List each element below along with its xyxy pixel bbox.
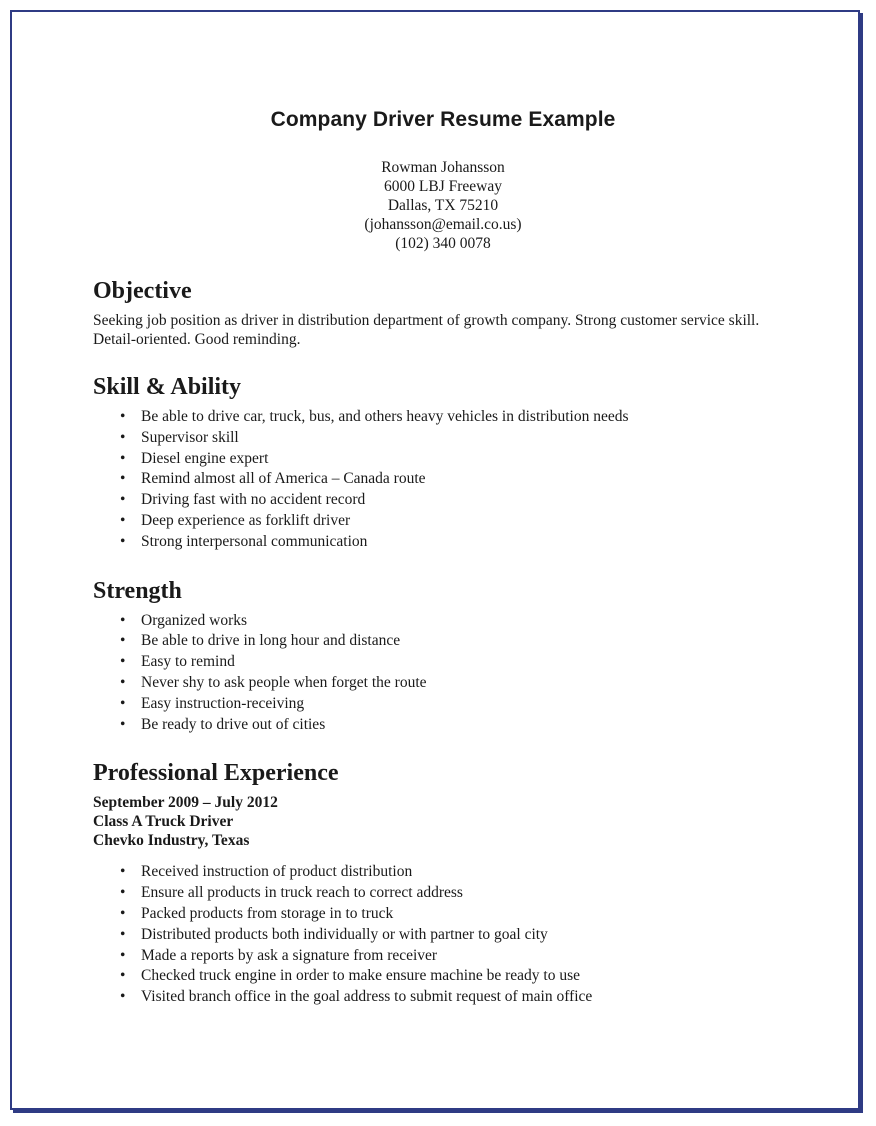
bullet-icon: • — [120, 408, 126, 425]
objective-text: Seeking job position as driver in distribution department of growth company. Strong customer service skill. Detail-oriented. Good reminding. — [93, 312, 760, 348]
contact-email: (johansson@email.co.us) — [364, 216, 522, 233]
bullet-icon: • — [120, 470, 126, 488]
list-item — [93, 449, 793, 470]
bullet-icon: • — [120, 946, 126, 964]
list-item-text: Distributed products both individually or with partner to goal city — [141, 925, 548, 943]
list-item-text: Supervisor skill — [141, 428, 239, 446]
list-item-text: Made a reports by ask a signature from receiver — [141, 946, 438, 964]
bullet-icon: • — [120, 491, 126, 509]
bullet-icon: • — [120, 632, 126, 650]
list-item — [93, 652, 793, 673]
list-item-text: Remind almost all of America – Canada route — [141, 470, 426, 488]
list-item — [93, 673, 793, 694]
list-item-text: Ensure all products in truck reach to correct address — [141, 884, 463, 902]
list-item — [93, 862, 793, 883]
job-company: Chevko Industry, Texas — [93, 832, 250, 850]
document-title: Company Driver Resume Example — [270, 108, 616, 131]
list-item — [93, 428, 793, 449]
bullet-icon: • — [120, 653, 126, 671]
list-item-text: Be able to drive car, truck, bus, and others heavy vehicles in distribution needs — [141, 408, 629, 425]
list-item — [93, 611, 793, 632]
skills-heading: Skill & Ability — [93, 374, 242, 400]
list-item — [93, 925, 793, 946]
contact-city: Dallas, TX 75210 — [387, 197, 499, 214]
strength-section — [93, 577, 793, 736]
bullet-icon: • — [120, 884, 126, 902]
list-item — [93, 946, 793, 967]
list-item-text: Deep experience as forklift driver — [141, 511, 351, 529]
list-item-text: Easy instruction-receiving — [141, 694, 305, 712]
list-item — [93, 987, 793, 1008]
skills-section — [93, 373, 793, 553]
list-item — [93, 511, 793, 532]
bullet-icon: • — [120, 611, 126, 629]
contact-phone: (102) 340 0078 — [395, 235, 491, 252]
list-item — [93, 407, 793, 428]
strength-list — [93, 611, 793, 736]
list-item-text: Be able to drive in long hour and distance — [141, 632, 401, 650]
strength-heading: Strength — [93, 577, 182, 604]
experience-heading: Professional Experience — [93, 760, 339, 787]
document-page — [10, 10, 860, 1110]
experience-section — [93, 759, 793, 1008]
list-item-text: Organized works — [141, 611, 248, 629]
list-item — [93, 631, 793, 652]
job-period: September 2009 – July 2012 — [93, 794, 278, 812]
list-item-text: Strong interpersonal communication — [141, 532, 368, 550]
experience-list — [93, 862, 793, 1008]
list-item-text: Packed products from storage in to truck — [141, 904, 394, 922]
bullet-icon: • — [120, 863, 126, 881]
list-item — [93, 904, 793, 925]
objective-section — [93, 277, 793, 349]
list-item-text: Received instruction of product distribution — [141, 863, 413, 881]
list-item-text: Easy to remind — [141, 653, 235, 671]
job-position: Class A Truck Driver — [93, 813, 234, 831]
list-item — [93, 490, 793, 511]
list-item-text: Never shy to ask people when forget the route — [141, 673, 427, 691]
bullet-icon: • — [120, 428, 126, 446]
list-item — [93, 469, 793, 490]
list-item — [93, 532, 793, 553]
bullet-icon: • — [120, 673, 126, 691]
list-item-text: Visited branch office in the goal address to submit request of main office — [141, 988, 593, 1006]
bullet-icon: • — [120, 511, 126, 529]
bullet-icon: • — [120, 694, 126, 712]
bullet-icon: • — [120, 925, 126, 943]
list-item — [93, 715, 793, 736]
bullet-icon: • — [120, 988, 126, 1006]
list-item-text: Diesel engine expert — [141, 449, 269, 467]
contact-name: Rowman Johansson — [381, 159, 505, 176]
bullet-icon: • — [120, 532, 126, 550]
job-meta — [93, 793, 793, 850]
skills-list — [93, 407, 793, 553]
list-item — [93, 883, 793, 904]
bullet-icon: • — [120, 449, 126, 467]
list-item-text: Be ready to drive out of cities — [141, 715, 326, 733]
bullet-icon: • — [120, 715, 126, 733]
bullet-icon: • — [120, 967, 126, 985]
resume-content — [93, 108, 793, 1032]
contact-street: 6000 LBJ Freeway — [384, 178, 502, 195]
list-item-text: Checked truck engine in order to make ensure machine be ready to use — [141, 967, 580, 985]
contact-block — [93, 158, 793, 253]
objective-heading: Objective — [93, 278, 192, 304]
bullet-icon: • — [120, 904, 126, 922]
list-item-text: Driving fast with no accident record — [141, 491, 366, 509]
list-item — [93, 966, 793, 987]
list-item — [93, 694, 793, 715]
